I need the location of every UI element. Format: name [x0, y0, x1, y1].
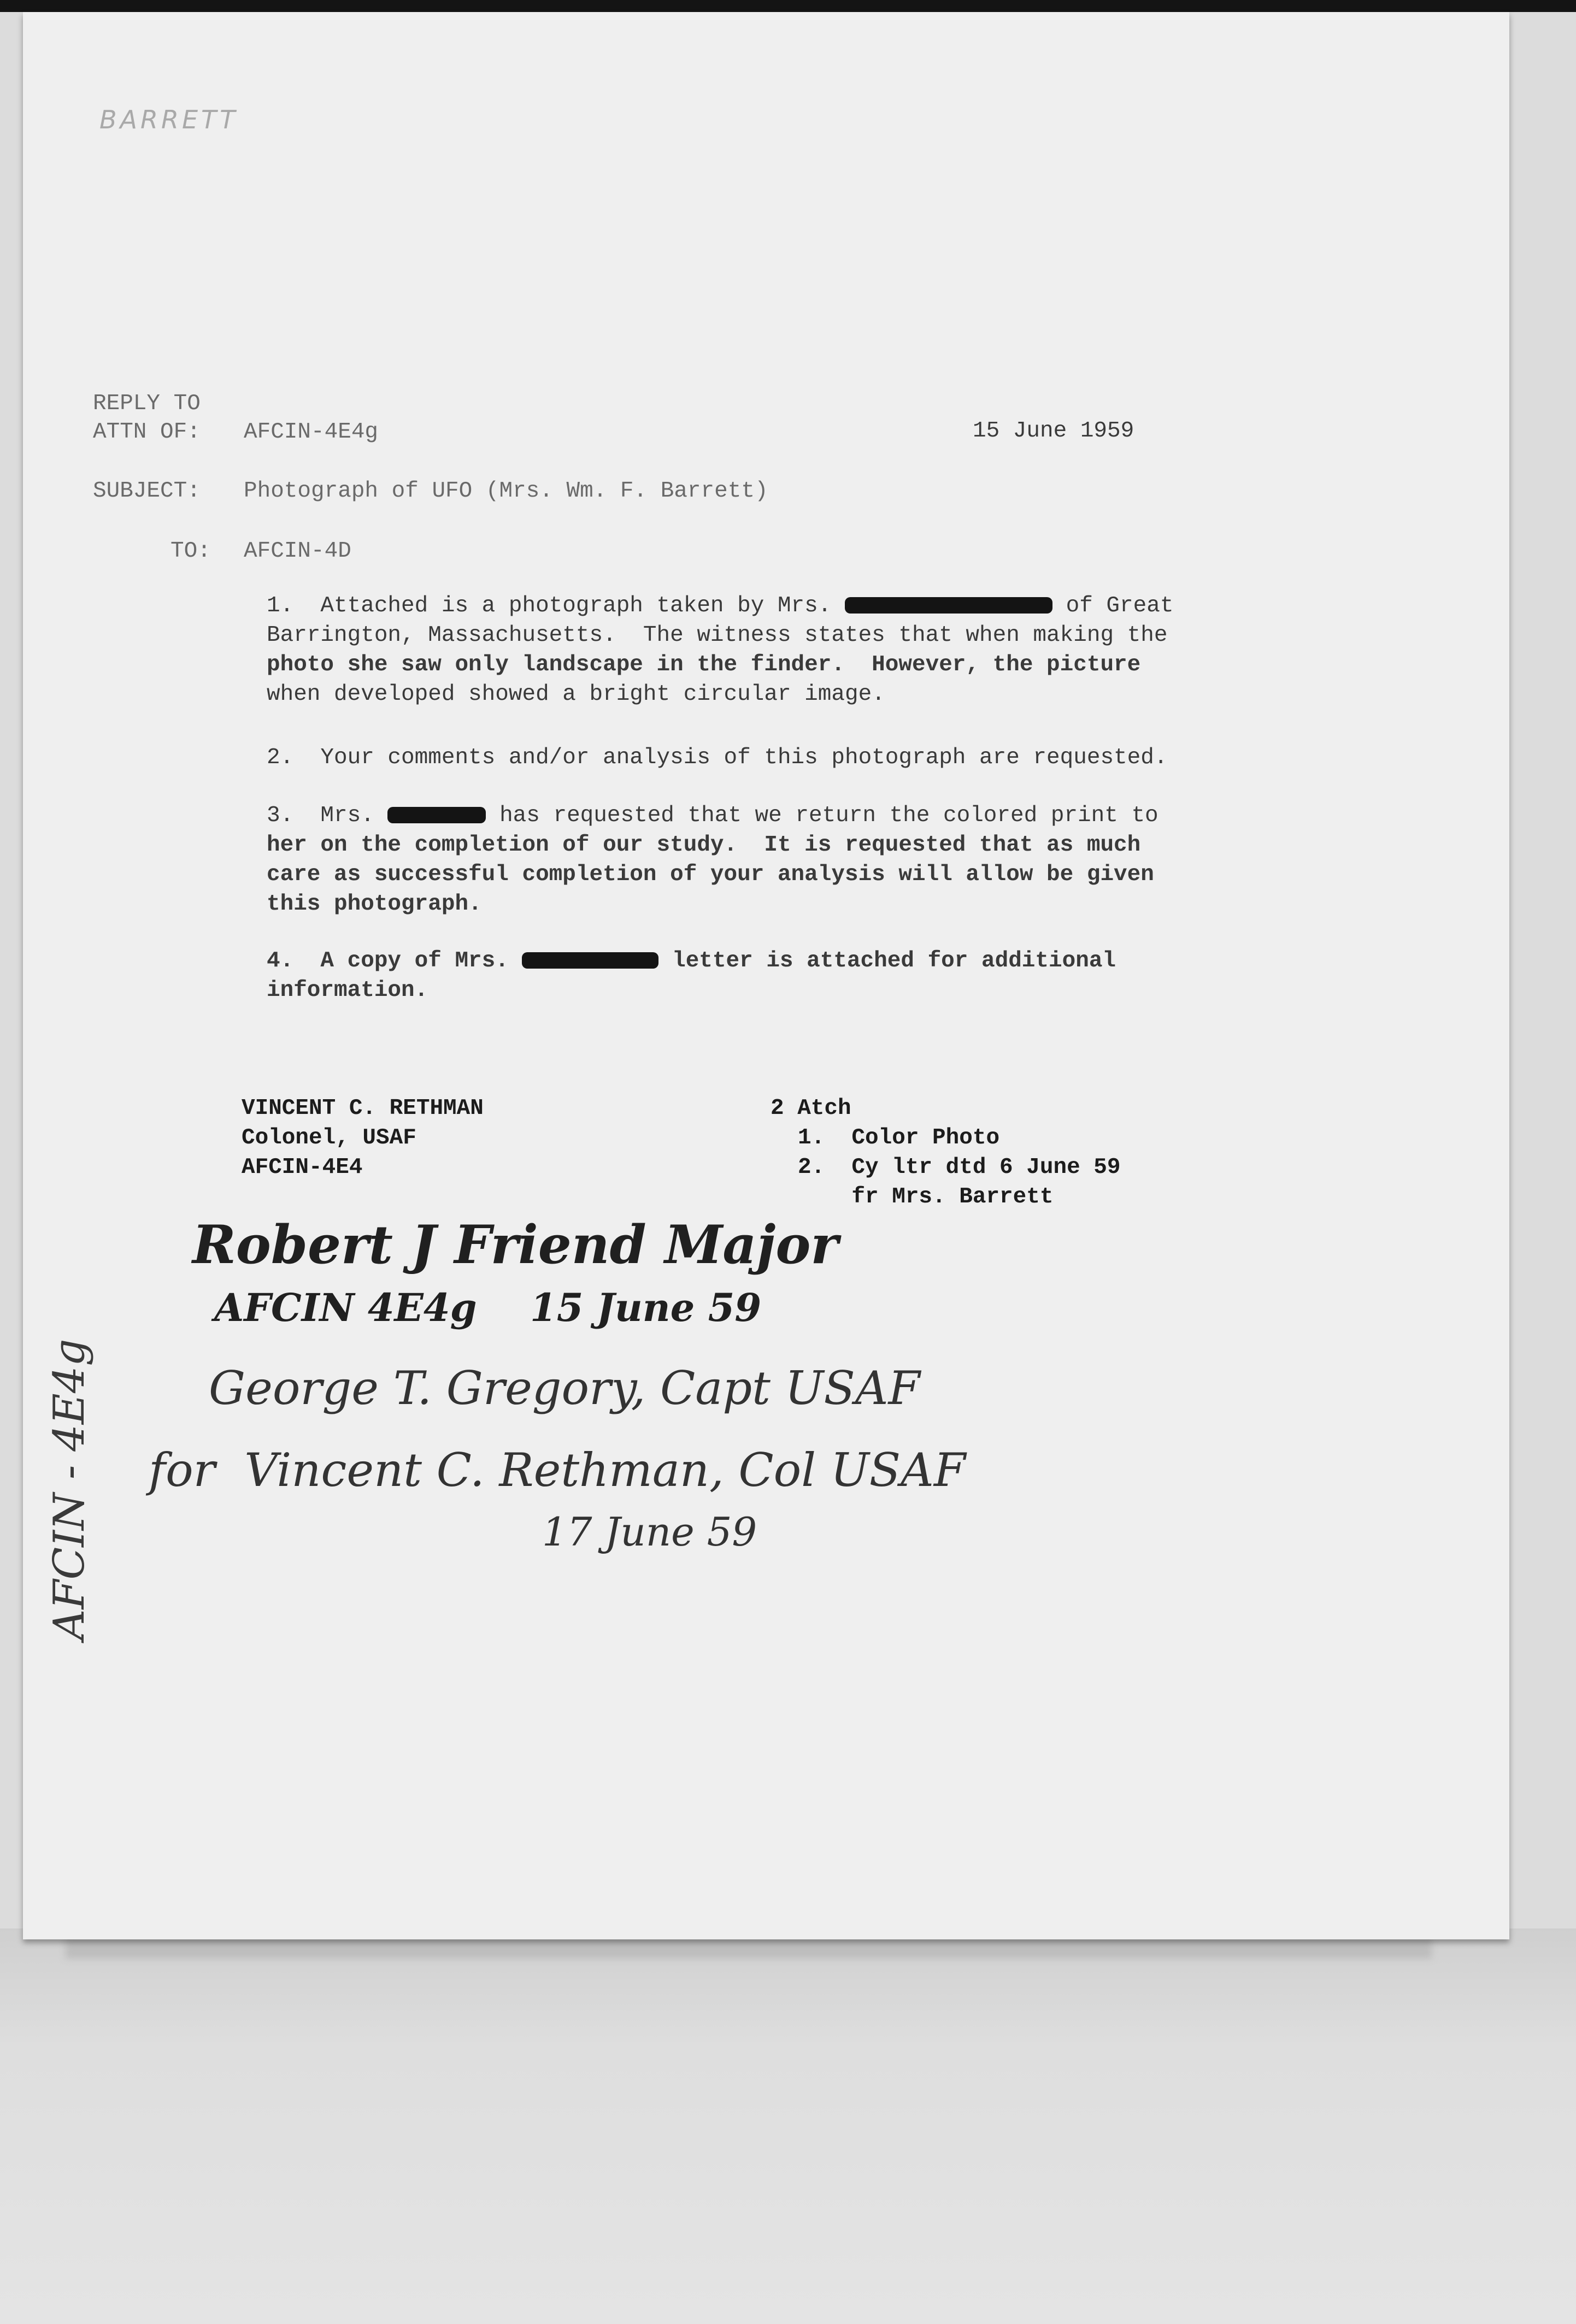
handwritten-date: 17 June 59 — [542, 1509, 757, 1555]
p1-text-b: of Great — [1066, 593, 1174, 618]
subject-text: Photograph of UFO (Mrs. Wm. F. Barrett) — [244, 479, 768, 504]
handwritten-signature-gregory: George T. Gregory, Capt USAF — [209, 1361, 920, 1415]
scan-bottom-area — [0, 1928, 1576, 2324]
redaction-mark — [522, 952, 658, 969]
corner-note: BARRETT — [99, 105, 239, 134]
p4-text-a: 4. A copy of Mrs. — [267, 948, 509, 974]
p2-line-1: 2. Your comments and/or analysis of this photograph are requested. — [267, 745, 1168, 770]
redaction-mark — [387, 807, 486, 823]
p3-line-4: this photograph. — [267, 892, 482, 917]
paragraph-1 — [267, 591, 1305, 709]
attn-of-label: ATTN OF: — [93, 420, 201, 445]
p1-line-2: Barrington, Massachusetts. The witness states that when making the — [267, 623, 1168, 648]
page-shadow — [66, 1937, 1432, 1959]
p4-line-2: information. — [267, 978, 428, 1003]
handwritten-signature-friend: Robert J Friend Major — [192, 1214, 838, 1276]
to-label: TO: — [170, 539, 211, 564]
memo-date: 15 June 1959 — [973, 418, 1134, 444]
p3-line-3: care as successful completion of your analysis will allow be given — [267, 862, 1154, 887]
p1-line-4: when developed showed a bright circular image. — [267, 682, 885, 707]
scan-top-edge — [0, 0, 1576, 12]
attachment-item: 2. Cy ltr dtd 6 June 59 — [798, 1155, 1121, 1180]
handwritten-initial-line: AFCIN 4E4g 15 June 59 — [214, 1285, 762, 1330]
p1-text-a: 1. Attached is a photograph taken by Mrs. — [267, 593, 832, 618]
p1-line-3: photo she saw only landscape in the finder. However, the picture — [267, 652, 1141, 677]
paragraph-4 — [267, 946, 1305, 1005]
attachment-item: 1. Color Photo — [798, 1125, 1000, 1151]
p4-text-b: letter is attached for additional — [672, 948, 1116, 974]
p3-line-2: her on the completion of our study. It is requested that as much — [267, 833, 1141, 858]
attn-code: AFCIN-4E4g — [244, 420, 379, 445]
attachments-heading: 2 Atch — [771, 1096, 851, 1121]
p3-text-a: 3. Mrs. — [267, 803, 374, 828]
subject-label: SUBJECT: — [93, 479, 201, 504]
memo-page — [23, 12, 1509, 1939]
signer-office: AFCIN-4E4 — [242, 1155, 363, 1180]
to-text: AFCIN-4D — [244, 539, 351, 564]
paragraph-2 — [267, 743, 1305, 772]
reply-to-label: REPLY TO — [93, 391, 201, 416]
p3-text-b: has requested that we return the colored print to — [499, 803, 1159, 828]
paragraph-3 — [267, 801, 1305, 919]
signer-name: VINCENT C. RETHMAN — [242, 1096, 484, 1121]
margin-handwriting: AFCIN - 4E4g — [45, 1338, 94, 1640]
handwritten-signature-rethman: for Vincent C. Rethman, Col USAF — [149, 1443, 966, 1497]
signer-rank: Colonel, USAF — [242, 1125, 416, 1151]
attachment-item: fr Mrs. Barrett — [798, 1184, 1054, 1210]
redaction-mark — [845, 597, 1052, 614]
